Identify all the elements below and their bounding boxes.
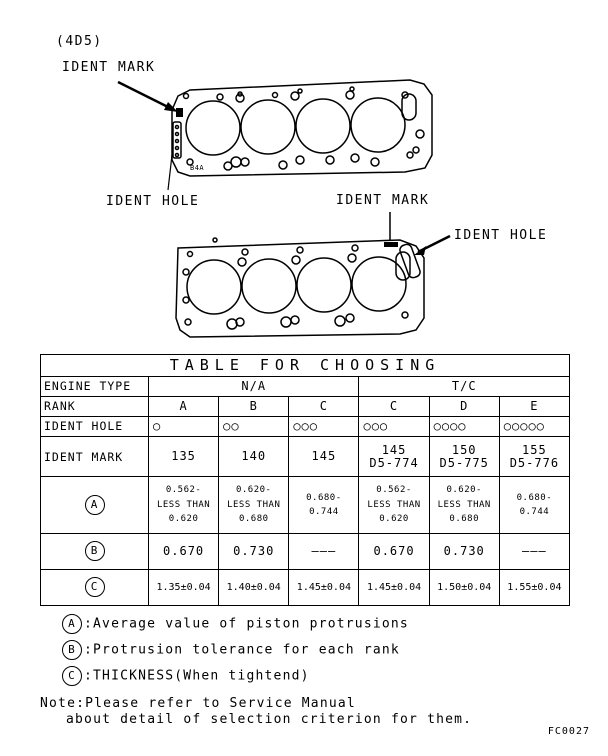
ident-mark-row xyxy=(41,437,570,477)
ident-mark-value: 150 xyxy=(451,442,477,457)
row-b-label xyxy=(41,533,149,569)
thickness-row xyxy=(41,569,570,605)
note-line-2: about detail of selection criterion for them. xyxy=(66,712,473,727)
ident-hole-cell: ○○○○○ xyxy=(499,417,569,437)
range-line: 0.744 xyxy=(519,507,550,518)
range-line: 0.680 xyxy=(238,514,269,525)
legend-key-b: B xyxy=(62,640,82,660)
protrusion-avg-cell xyxy=(219,477,289,533)
ident-mark-label-1: IDENT MARK xyxy=(62,60,156,75)
table-title-row xyxy=(41,355,570,377)
arrowhead-2 xyxy=(414,246,426,255)
circle-a-badge: A xyxy=(85,495,105,515)
leader-ident-hole-1 xyxy=(168,155,172,190)
ident-mark-value: 140 xyxy=(241,449,267,464)
ident-mark-2 xyxy=(384,242,398,247)
range-line: 0.680- xyxy=(516,492,553,503)
rank-label: RANK xyxy=(41,397,149,417)
leader-ident-mark-1 xyxy=(118,82,174,110)
legend-key-c: C xyxy=(62,666,82,686)
thickness-cell: 1.55±0.04 xyxy=(499,569,569,605)
gasket-stamp: B4A xyxy=(190,164,205,172)
ident-mark-label-2: IDENT MARK xyxy=(336,193,430,208)
range-line: 0.620 xyxy=(168,514,199,525)
ident-hole-label-1: IDENT HOLE xyxy=(106,194,200,209)
ident-hole-label-2: IDENT HOLE xyxy=(454,228,548,243)
ident-hole-row xyxy=(41,417,570,437)
thickness-cell: 1.35±0.04 xyxy=(149,569,219,605)
legend-text-b: :Protrusion tolerance for each rank xyxy=(84,642,400,658)
ident-hole-row-label: IDENT HOLE xyxy=(41,417,149,437)
thickness-cell: 1.40±0.04 xyxy=(219,569,289,605)
ident-mark-1 xyxy=(176,108,183,117)
protrusion-avg-row xyxy=(41,477,570,533)
protrusion-avg-cell xyxy=(499,477,569,533)
legend-text-c: :THICKNESS(When tightend) xyxy=(84,668,310,684)
range-line: 0.620- xyxy=(235,485,272,496)
ident-hole-cell: ○○○ xyxy=(289,417,359,437)
ident-hole-cell: ○○○ xyxy=(359,417,429,437)
protrusion-tol-cell: 0.730 xyxy=(429,533,499,569)
rank-row xyxy=(41,397,570,417)
arrowhead-1 xyxy=(164,102,178,112)
protrusion-tol-cell: ——— xyxy=(289,533,359,569)
range-line: LESS THAN xyxy=(437,499,491,510)
thickness-cell: 1.45±0.04 xyxy=(289,569,359,605)
protrusion-tol-cell: 0.670 xyxy=(149,533,219,569)
ident-mark-cell xyxy=(429,437,499,477)
thickness-cell: 1.50±0.04 xyxy=(429,569,499,605)
rank-cell: E xyxy=(499,397,569,417)
range-line: 0.562- xyxy=(165,485,202,496)
ident-mark-value: 135 xyxy=(171,449,196,464)
range-line: 0.620 xyxy=(379,514,409,525)
protrusion-tol-cell: 0.730 xyxy=(219,533,289,569)
note xyxy=(40,696,472,728)
circle-c-badge: C xyxy=(85,577,105,597)
rank-cell: C xyxy=(359,397,429,417)
range-line: LESS THAN xyxy=(367,499,421,510)
na-header: N/A xyxy=(149,377,359,397)
ident-mark-code: D5-774 xyxy=(369,455,419,470)
rank-cell: B xyxy=(219,397,289,417)
protrusion-avg-cell xyxy=(429,477,499,533)
range-line: 0.562- xyxy=(376,485,412,496)
row-a-label xyxy=(41,477,149,533)
thickness-cell: 1.45±0.04 xyxy=(359,569,429,605)
ident-mark-value: 145 xyxy=(381,442,407,457)
protrusion-tol-cell: 0.670 xyxy=(359,533,429,569)
figure-code: FC0027 xyxy=(547,726,590,737)
ident-mark-cell xyxy=(499,437,569,477)
rank-cell: A xyxy=(149,397,219,417)
engine-code: (4D5) xyxy=(56,34,103,49)
rank-cell: D xyxy=(429,397,499,417)
ident-hole-cell: ○○○○ xyxy=(429,417,499,437)
gasket-diagrams xyxy=(0,0,608,350)
ident-mark-value: 155 xyxy=(522,442,547,457)
ident-mark-cell xyxy=(219,437,289,477)
lower-gasket xyxy=(176,238,424,337)
ident-mark-row-label: IDENT MARK xyxy=(41,437,149,477)
ident-mark-cell xyxy=(359,437,429,477)
engine-type-label: ENGINE TYPE xyxy=(41,377,149,397)
range-line: 0.680 xyxy=(449,514,479,525)
protrusion-avg-cell xyxy=(289,477,359,533)
circle-b-badge: B xyxy=(85,541,105,561)
row-c-label xyxy=(41,569,149,605)
legend-text-a: :Average value of piston protrusions xyxy=(84,616,409,632)
range-line: LESS THAN xyxy=(156,499,211,510)
protrusion-avg-cell xyxy=(149,477,219,533)
choosing-table xyxy=(40,354,570,606)
legend-a xyxy=(62,614,409,634)
legend-b xyxy=(62,640,400,660)
table-title: TABLE FOR CHOOSING xyxy=(41,355,570,377)
legend-key-a: A xyxy=(62,614,82,634)
upper-gasket xyxy=(172,80,432,176)
range-line: 0.680- xyxy=(306,492,342,503)
note-line-1: Note:Please refer to Service Manual xyxy=(40,696,356,711)
protrusion-avg-cell xyxy=(359,477,429,533)
range-line: LESS THAN xyxy=(227,499,281,510)
ident-mark-cell xyxy=(149,437,219,477)
protrusion-tol-cell: ——— xyxy=(499,533,569,569)
rank-cell: C xyxy=(289,397,359,417)
ident-mark-cell xyxy=(289,437,359,477)
ident-hole-cell: ○ xyxy=(149,417,219,437)
range-line: 0.744 xyxy=(309,507,339,518)
range-line: 0.620- xyxy=(446,485,482,496)
tc-header: T/C xyxy=(359,377,570,397)
ident-mark-code: D5-775 xyxy=(439,455,489,470)
legend-c xyxy=(62,666,310,686)
ident-mark-value: 145 xyxy=(311,449,337,464)
ident-hole-cell: ○○ xyxy=(219,417,289,437)
protrusion-tol-row xyxy=(41,533,570,569)
engine-type-row xyxy=(41,377,570,397)
ident-mark-code: D5-776 xyxy=(509,455,560,470)
